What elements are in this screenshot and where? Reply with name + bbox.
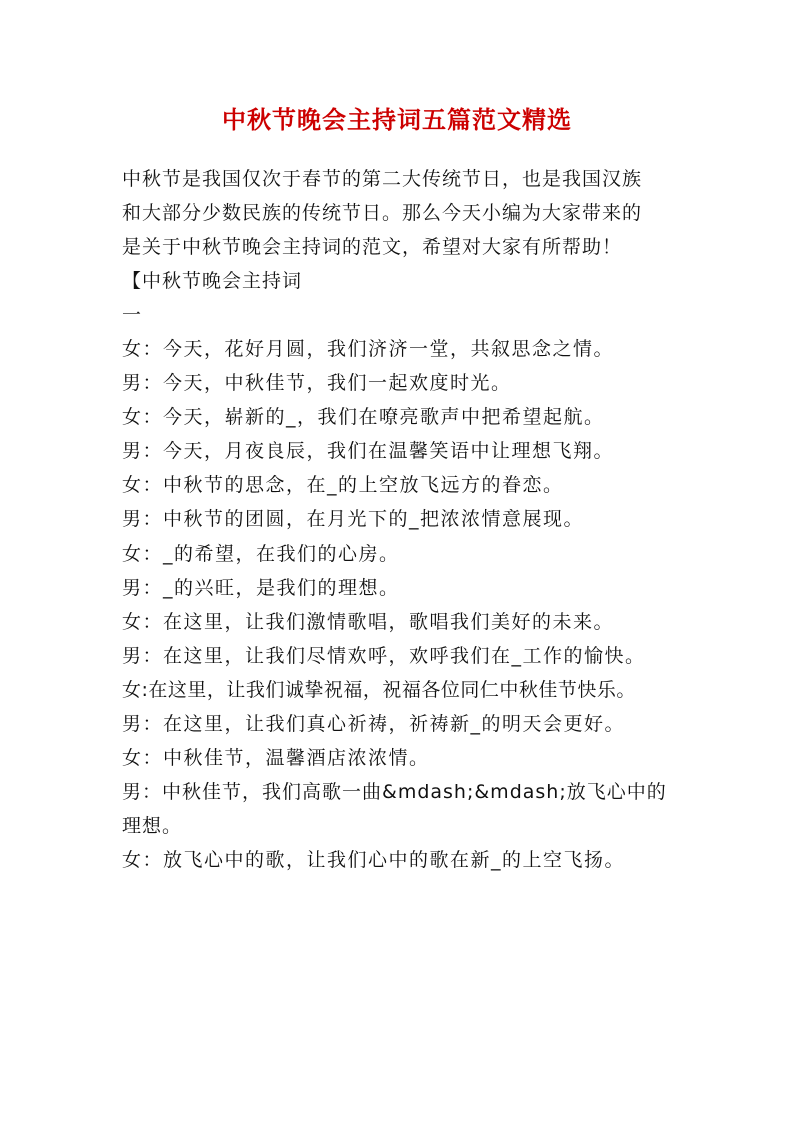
dialogue-line: 男：_的兴旺，是我们的理想。: [122, 576, 400, 599]
dialogue-line: 女：中秋节的思念，在_的上空放飞远方的眷恋。: [122, 474, 564, 497]
section-number: 一: [122, 304, 143, 326]
dialogue-line: 女:在这里，让我们诚挚祝福，祝福各位同仁中秋佳节快乐。: [122, 678, 636, 701]
intro-line: 和大部分少数民族的传统节日。那么今天小编为大家带来的: [122, 202, 643, 224]
document-body: [122, 162, 682, 878]
intro-paragraph: [122, 162, 682, 264]
dialogue-line: 男：中秋佳节，我们高歌一曲&mdash;&mdash;放飞心中的理想。: [122, 781, 667, 838]
dialogue-line: 女：今天，花好月圆，我们济济一堂，共叙思念之情。: [122, 338, 615, 360]
dialogue-line: 男：今天，月夜良辰，我们在温馨笑语中让理想飞翔。: [122, 440, 615, 463]
document-title: 中秋节晚会主持词五篇范文精选: [222, 105, 572, 134]
dialogue-line: 女：在这里，让我们激情歌唱，歌唱我们美好的未来。: [122, 610, 615, 633]
dialogue-line: 女：_的希望，在我们的心房。: [122, 542, 400, 565]
dialogue-line: 女：中秋佳节，温馨酒店浓浓情。: [122, 747, 430, 770]
dialogue-line: 男：中秋节的团圆，在月光下的_把浓浓情意展现。: [122, 508, 585, 531]
dialogue-line: 女：今天，崭新的_，我们在嘹亮歌声中把希望起航。: [122, 406, 605, 429]
section-heading: 【中秋节晚会主持词: [122, 270, 303, 292]
dialogue-line: 男：今天，中秋佳节，我们一起欢度时光。: [122, 372, 512, 395]
dialogue-line: 男：在这里，让我们真心祈祷，祈祷新_的明天会更好。: [122, 713, 626, 736]
dialogue-line: 男：在这里，让我们尽情欢呼，欢呼我们在_工作的愉快。: [122, 644, 646, 667]
intro-line: 是关于中秋节晚会主持词的范文，希望对大家有所帮助！: [122, 236, 623, 258]
dialogue-line: 女：放飞心中的歌，让我们心中的歌在新_的上空飞扬。: [122, 849, 626, 872]
intro-line: 中秋节是我国仅次于春节的第二大传统节日，也是我国汉族: [122, 168, 643, 190]
